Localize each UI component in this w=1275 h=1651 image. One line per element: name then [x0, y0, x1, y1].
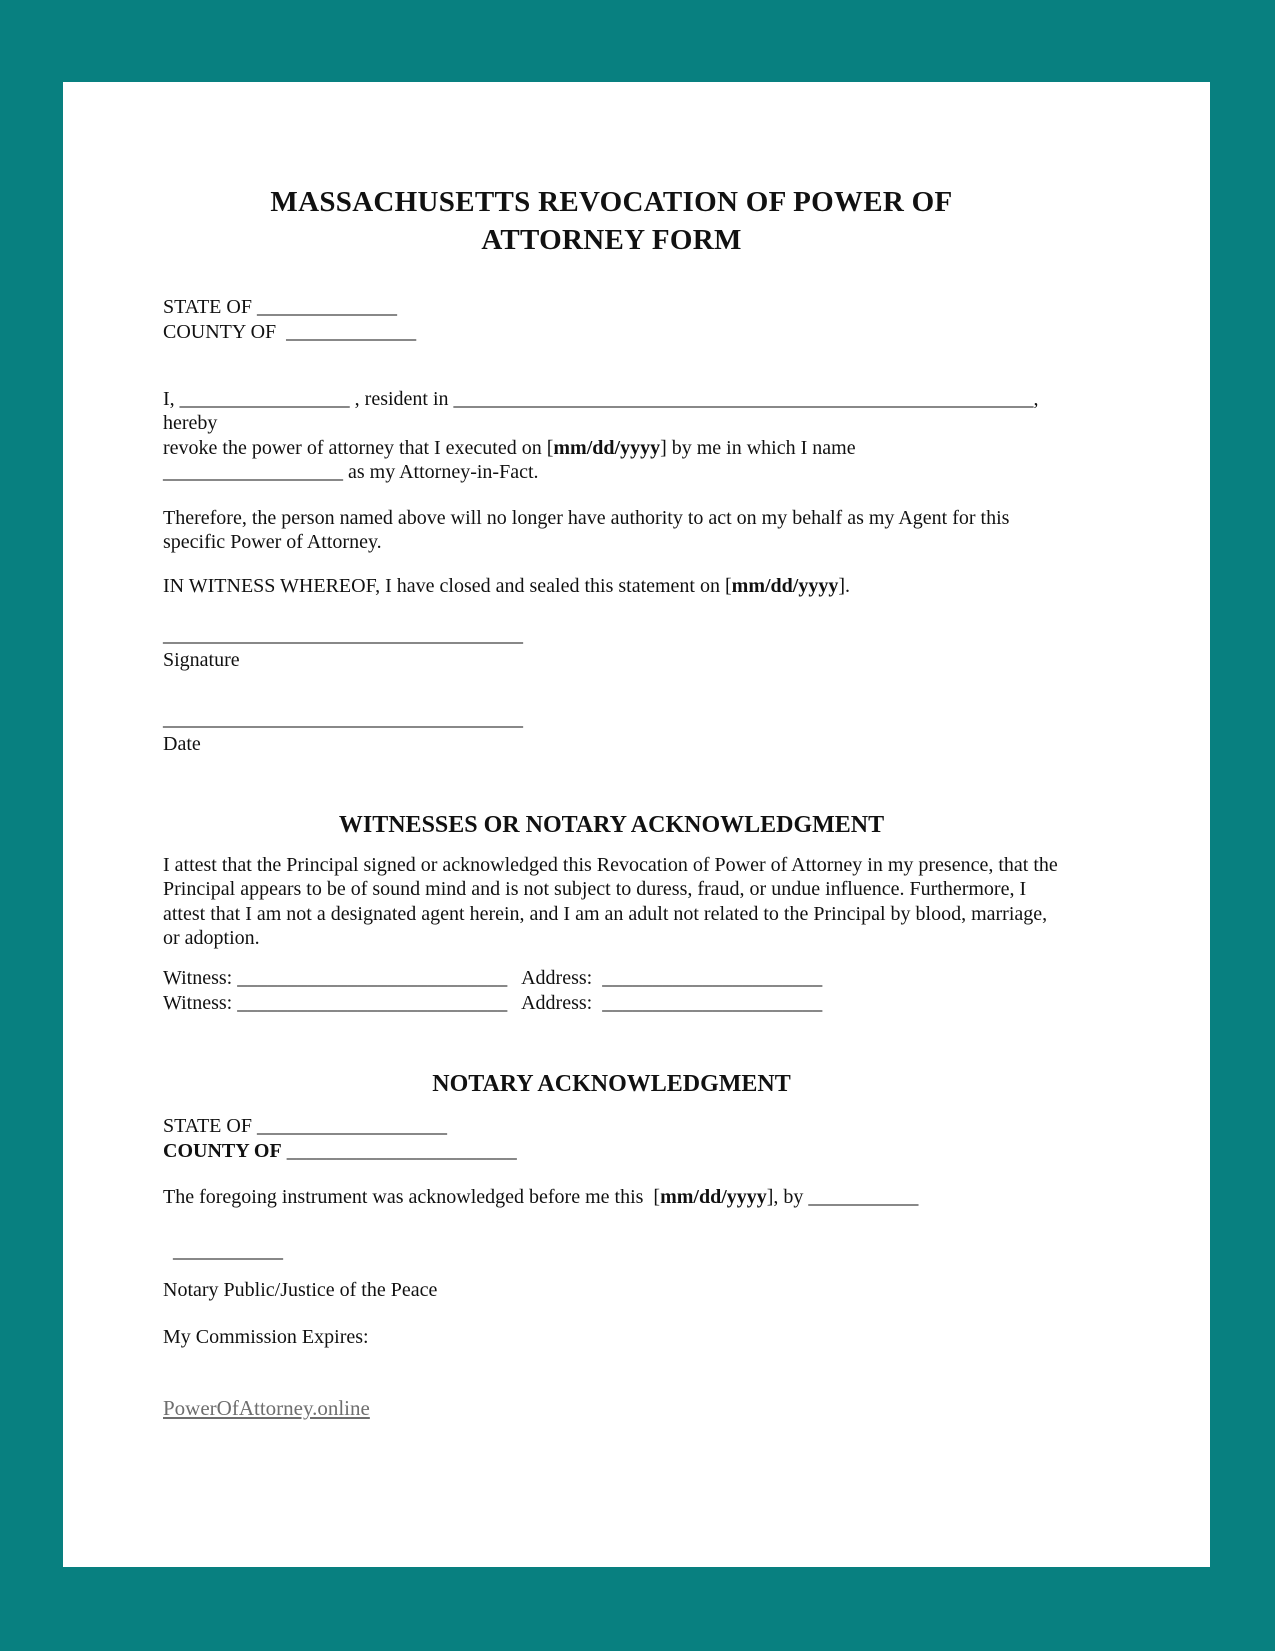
- intro-line3-attorney-blank: __________________ as my Attorney-in-Fact.: [163, 461, 539, 484]
- document-title: [163, 183, 1060, 259]
- witness-whereof-paragraph: [163, 574, 1060, 598]
- sealed-date-placeholder: mm/dd/yyyy: [731, 575, 839, 598]
- intro-line2-post: ] by me in which I name: [660, 436, 856, 459]
- document-page: [63, 82, 1210, 1567]
- notary-signature-blank: ___________: [173, 1239, 283, 1262]
- signature-rule: ____________________________________: [163, 623, 523, 646]
- document-content: [63, 82, 1210, 1421]
- notary-county-of-label: COUNTY OF: [163, 1140, 282, 1163]
- header-state-county-block: [163, 295, 1060, 345]
- signature-label: Signature: [163, 648, 240, 671]
- date-rule: ____________________________________: [163, 707, 523, 730]
- foregoing-post: ], by ___________: [766, 1186, 919, 1209]
- notary-acknowledgment-heading: NOTARY ACKNOWLEDGMENT: [432, 1071, 791, 1098]
- witness-rows: [163, 966, 1060, 1016]
- witnesses-notary-heading: WITNESSES OR NOTARY ACKNOWLEDGMENT: [338, 811, 885, 838]
- notary-state-of-line: STATE OF ___________________: [163, 1115, 447, 1138]
- execution-date-placeholder: mm/dd/yyyy: [553, 436, 661, 459]
- revocation-intro-paragraph: [163, 387, 1060, 485]
- intro-line2-pre: revoke the power of attorney that I executed on [: [163, 436, 554, 459]
- document-title-line2: ATTORNEY FORM: [481, 224, 742, 256]
- notary-state-county-block: [163, 1114, 1060, 1164]
- date-block: [163, 707, 1060, 757]
- witness-address-row-2: Witness: ___________________________ Address: ______________________: [163, 992, 823, 1015]
- document-title-line1: MASSACHUSETTS REVOCATION OF POWER OF: [270, 186, 953, 218]
- foregoing-instrument-paragraph: [163, 1185, 1060, 1209]
- power-of-attorney-site-link[interactable]: PowerOfAttorney.online: [163, 1395, 370, 1420]
- date-label: Date: [163, 732, 201, 755]
- notary-county-of-line: [163, 1139, 1060, 1164]
- commission-expires-label: My Commission Expires:: [163, 1326, 369, 1349]
- footer: [163, 1396, 1060, 1422]
- foregoing-pre: The foregoing instrument was acknowledged before me this [: [163, 1186, 661, 1209]
- intro-line1: I, _________________ , resident in __________________________________________________________, hereby: [163, 388, 1044, 435]
- acknowledged-date-placeholder: mm/dd/yyyy: [660, 1186, 767, 1209]
- whereof-post: ].: [838, 575, 851, 598]
- signature-block: [163, 623, 1060, 673]
- witness-address-row-1: Witness: ___________________________ Address: ______________________: [163, 967, 823, 990]
- header-state-of-line: STATE OF ______________: [163, 296, 397, 318]
- whereof-pre: IN WITNESS WHEREOF, I have closed and sealed this statement on [: [163, 575, 732, 598]
- header-county-of-line: COUNTY OF _____________: [163, 321, 417, 343]
- therefore-paragraph: Therefore, the person named above will no longer have authority to act on my behalf as my Agent for this specific Power of Attorney.: [163, 506, 1015, 553]
- notary-public-label: Notary Public/Justice of the Peace: [163, 1279, 438, 1302]
- notary-county-of-blank: _______________________: [281, 1140, 517, 1163]
- attestation-paragraph: I attest that the Principal signed or acknowledged this Revocation of Power of Attorney in my presence, that the Principal appears to be of sound mind and is not subject to duress, fraud, or undue influence. Furthermore, I attest that I am not a designated agent herein, and I am an adult not related to the Principal by blood, marriage, or adoption.: [163, 853, 1063, 949]
